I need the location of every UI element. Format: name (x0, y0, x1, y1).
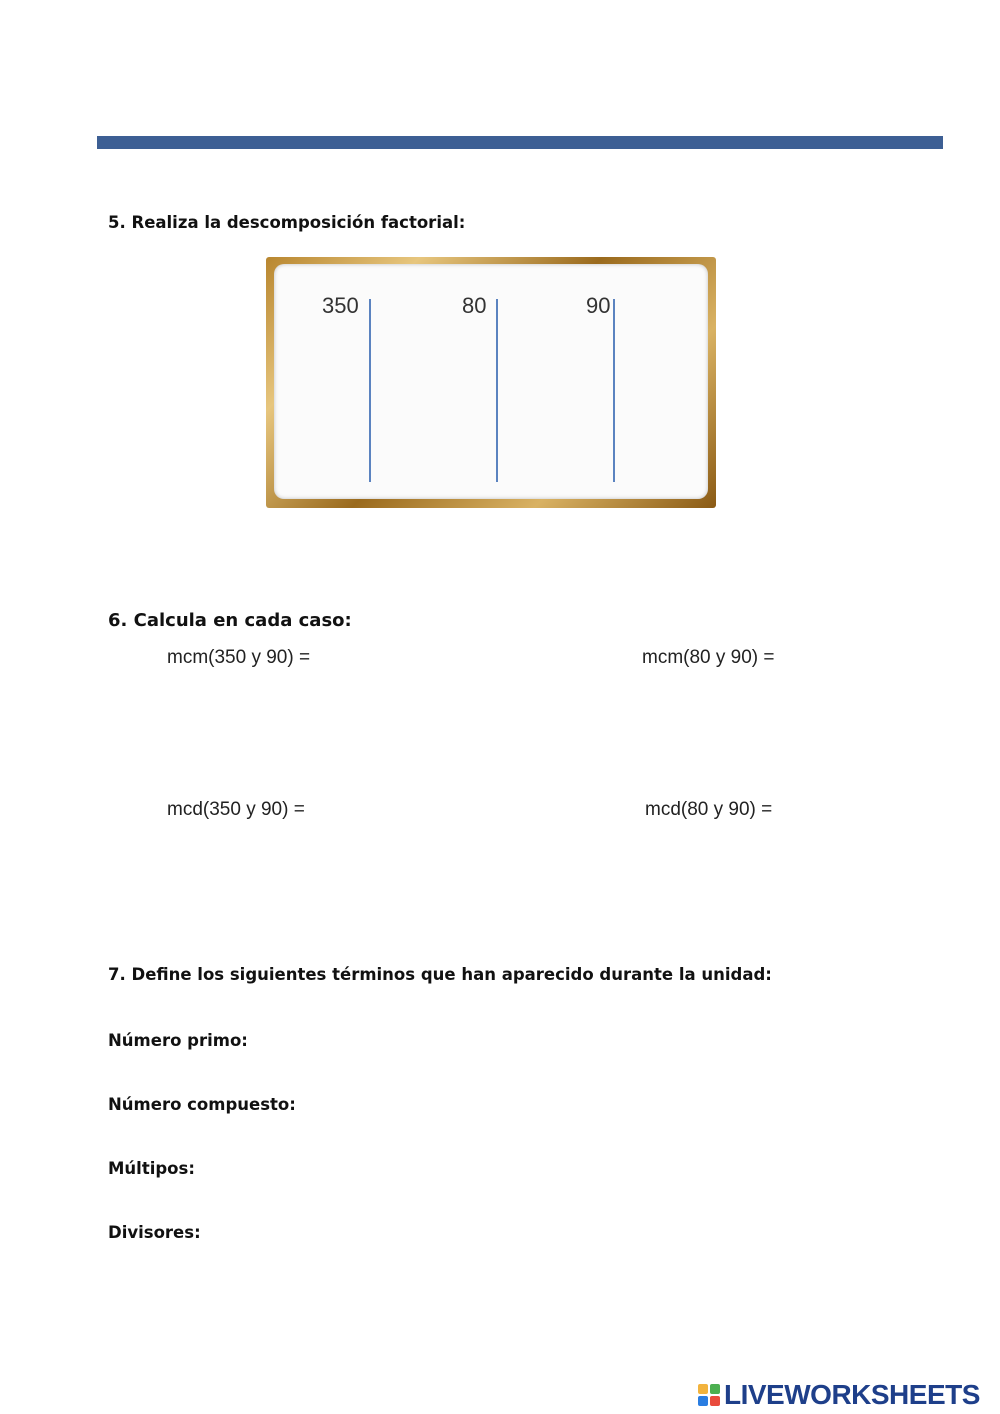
question-6-title: 6. Calcula en cada caso: (108, 610, 352, 631)
header-divider-bar (97, 136, 943, 149)
whiteboard-frame (266, 257, 716, 508)
factor-number-80: 80 (462, 293, 487, 318)
factor-number-90: 90 (586, 293, 611, 318)
mcm-80-90-label: mcm(80 y 90) = (642, 647, 775, 668)
brand-wordmark: LIVEWORKSHEETS (724, 1379, 980, 1410)
question-5-title: 5. Realiza la descomposición factorial: (108, 213, 466, 232)
division-line (369, 299, 371, 482)
term-numero-compuesto: Número compuesto: (108, 1095, 296, 1114)
question-7-title: 7. Define los siguientes términos que han aparecido durante la unidad: (108, 965, 772, 984)
factor-number-350: 350 (322, 293, 359, 318)
term-divisores: Divisores: (108, 1223, 201, 1242)
whiteboard (274, 264, 708, 499)
division-line (496, 299, 498, 482)
division-line (613, 299, 615, 482)
liveworksheets-logo-icon (698, 1384, 720, 1406)
term-numero-primo: Número primo: (108, 1031, 248, 1050)
liveworksheets-brand (698, 1380, 980, 1410)
term-multiplos: Múltipos: (108, 1159, 195, 1178)
mcd-350-90-label: mcd(350 y 90) = (167, 799, 305, 820)
mcm-350-90-label: mcm(350 y 90) = (167, 647, 311, 668)
mcd-80-90-label: mcd(80 y 90) = (645, 799, 773, 820)
